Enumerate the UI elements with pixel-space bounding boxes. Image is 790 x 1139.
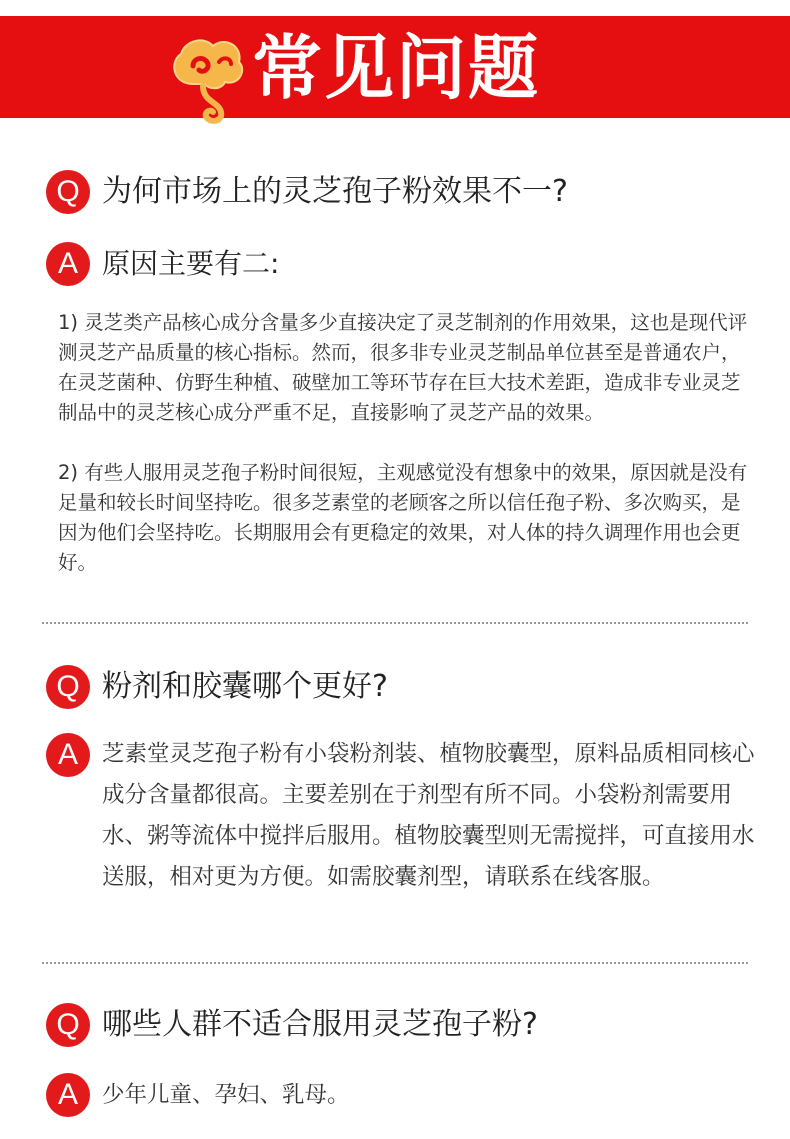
faq1-question: 为何市场上的灵芝孢子粉效果不一? [102,174,568,209]
header-banner [0,16,790,118]
answer-badge-icon: A [46,242,90,286]
page-title: 常见问题 [252,27,540,109]
faq2-question: 粉剂和胶囊哪个更好? [102,669,388,704]
answer-badge-icon: A [46,733,90,777]
answer-badge-icon: A [46,1073,90,1117]
divider [42,962,748,964]
faq1-paragraph-2: 2) 有些人服用灵芝孢子粉时间很短，主观感觉没有想象中的效果，原因就是没有足量和较长时间坚持吃。很多芝素堂的老顾客之所以信任孢子粉、多次购买，是因为他们会坚持吃。长期服用会有更稳定的效果，对人体的持久调理作用也会更好。 [58,461,748,574]
faq3-question: 哪些人群不适合服用灵芝孢子粉? [102,1007,538,1042]
divider [42,622,748,624]
faq1-answer-lead: 原因主要有二: [102,247,280,280]
auspicious-cloud-icon [163,26,247,126]
faq2-answer: 芝素堂灵芝孢子粉有小袋粉剂装、植物胶囊型，原料品质相同核心成分含量都很高。主要差别在于剂型有所不同。小袋粉剂需要用水、粥等流体中搅拌后服用。植物胶囊型则无需搅拌，可直接用水送服，相对更为方便。如需胶囊剂型，请联系在线客服。 [102,741,755,890]
faq3-answer: 少年儿童、孕妇、乳母。 [102,1082,350,1108]
question-badge-icon: Q [46,1003,90,1047]
question-badge-icon: Q [46,170,90,214]
question-badge-icon: Q [46,665,90,709]
faq1-paragraph-1: 1) 灵芝类产品核心成分含量多少直接决定了灵芝制剂的作用效果，这也是现代评测灵芝产品质量的核心指标。然而，很多非专业灵芝制品单位甚至是普通农户，在灵芝菌种、仿野生种植、破壁加工等环节存在巨大技术差距，造成非专业灵芝制品中的灵芝核心成分严重不足，直接影响了灵芝产品的效果。 [58,311,748,424]
